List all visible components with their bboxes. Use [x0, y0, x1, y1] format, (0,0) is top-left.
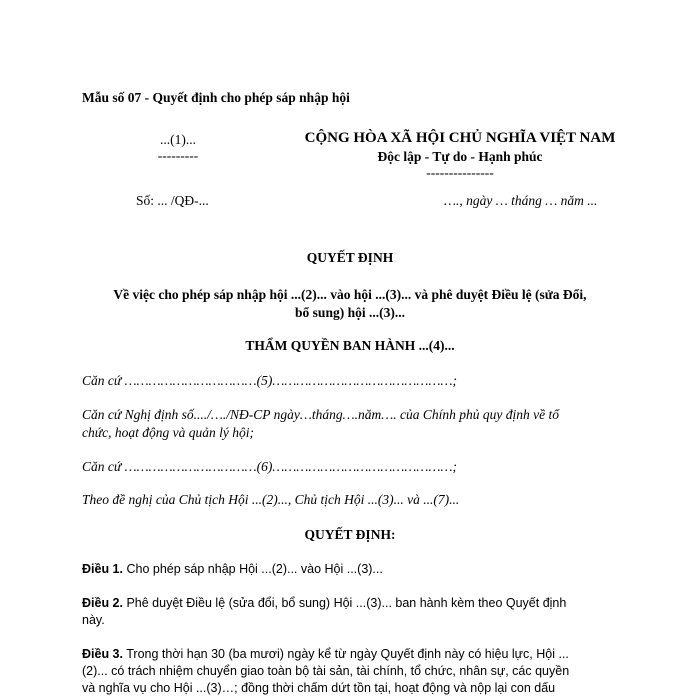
legal-basis-2-line-1: Căn cứ Nghị định số..../…./NĐ-CP ngày…tháng….năm…. của Chính phủ quy định về tổ — [82, 407, 559, 422]
legal-basis-3: Căn cứ ……………………………(6)………………………………………; — [82, 459, 457, 474]
article-3-line-1 — [82, 647, 569, 661]
article-2-text-1: Phê duyệt Điều lệ (sửa đổi, bổ sung) Hội ...(3)... ban hành kèm theo Quyết định — [123, 596, 567, 610]
article-1 — [82, 562, 383, 576]
article-1-label: Điều 1. — [82, 562, 123, 576]
national-motto-divider: --------------- — [426, 165, 494, 180]
article-2-line-2: này. — [82, 613, 105, 627]
form-title: Mẫu số 07 - Quyết định cho phép sáp nhập hội — [82, 90, 350, 105]
decision-subject-line-2: bổ sung) hội ...(3)... — [295, 305, 405, 320]
article-3-text-1: Trong thời hạn 30 (ba mươi) ngày kể từ ngày Quyết định này có hiệu lực, Hội ... — [123, 647, 569, 661]
legal-basis-2-line-2: chức, hoạt động và quản lý hội; — [82, 425, 254, 440]
issuing-agency-divider: --------- — [157, 148, 199, 163]
issuing-agency-placeholder: ...(1)... — [160, 132, 196, 147]
article-2-label: Điều 2. — [82, 596, 123, 610]
decides-heading: QUYẾT ĐỊNH: — [304, 527, 396, 542]
document-number: Số: ... /QĐ-... — [136, 193, 209, 208]
decision-heading: QUYẾT ĐỊNH — [306, 250, 394, 265]
proposal-basis: Theo đề nghị của Chủ tịch Hội ...(2)..., Chủ tịch Hội ...(3)... và ...(7)... — [82, 492, 460, 507]
article-2-line-1 — [82, 596, 566, 610]
article-3-line-3: và nghĩa vụ cho Hội ...(3)…; đồng thời chấm dứt tồn tại, hoạt động và nộp lại con dấu — [82, 681, 556, 695]
place-and-date: …., ngày … tháng … năm ... — [444, 193, 598, 208]
national-motto: Độc lập - Tự do - Hạnh phúc — [377, 149, 543, 164]
national-title: CỘNG HÒA XÃ HỘI CHỦ NGHĨA VIỆT NAM — [304, 130, 616, 146]
legal-basis-1: Căn cứ ……………………………(5)………………………………………; — [82, 373, 457, 388]
decision-subject-line-1: Về việc cho phép sáp nhập hội ...(2)... vào hội ...(3)... và phê duyệt Điều lệ (sửa Đổi, — [113, 287, 587, 302]
issuing-authority: THẨM QUYỀN BAN HÀNH ...(4)... — [245, 338, 455, 353]
article-3-line-2: (2)... có trách nhiệm chuyển giao toàn bộ tài sản, tài chính, tổ chức, nhân sự, các quyền — [82, 664, 570, 678]
article-3-label: Điều 3. — [82, 647, 123, 661]
article-1-text: Cho phép sáp nhập Hội ...(2)... vào Hội ...(3)... — [123, 562, 383, 576]
